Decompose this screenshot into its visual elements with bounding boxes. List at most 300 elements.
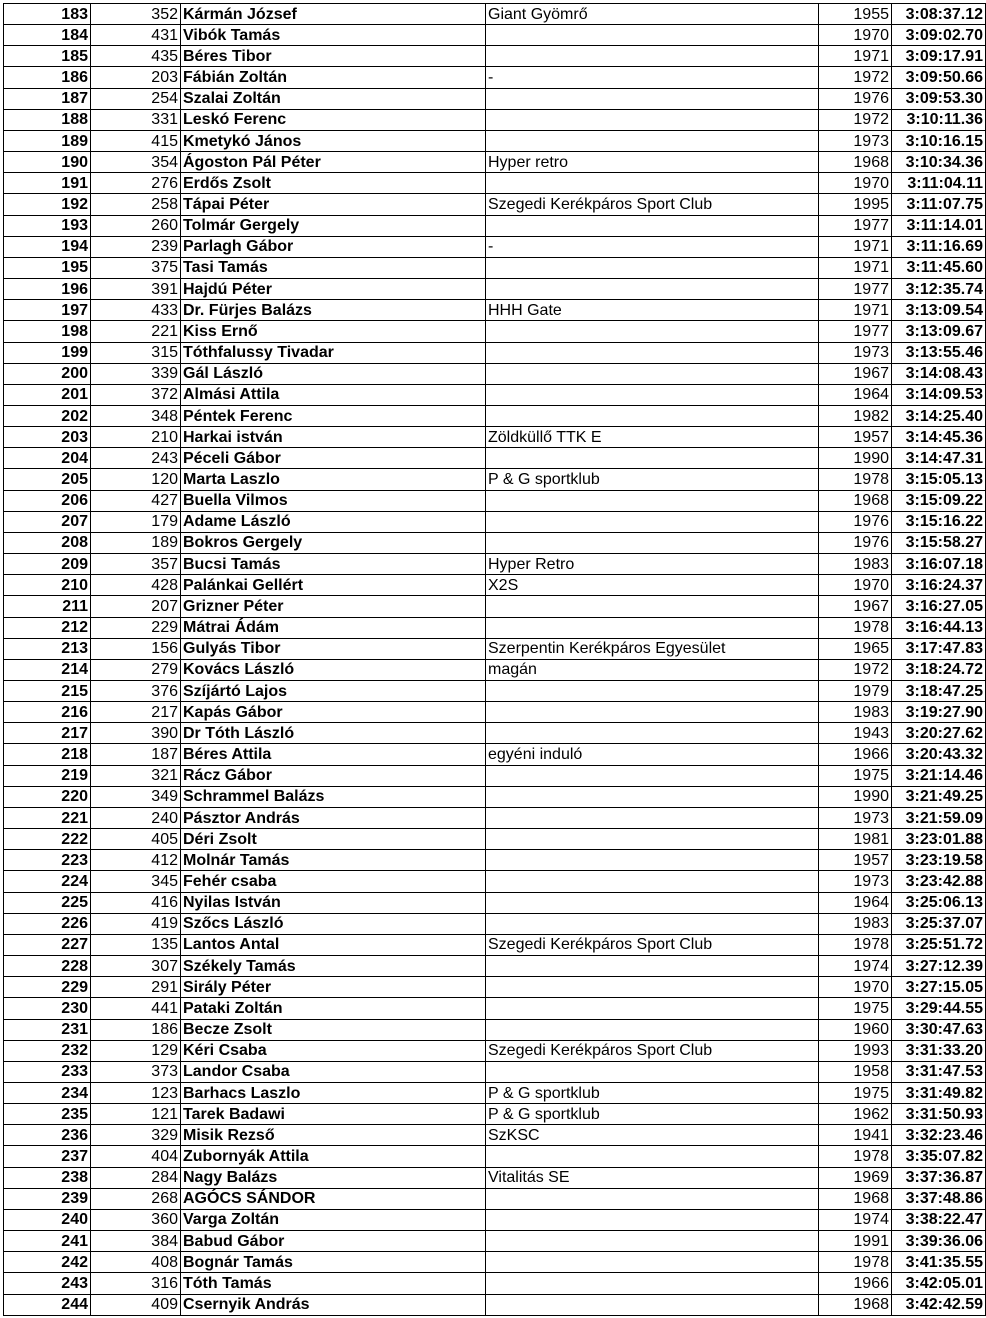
table-row (4, 427, 986, 448)
club-cell: Giant Gyömrő (486, 4, 819, 25)
club-cell: - (486, 67, 819, 88)
finish-time-cell: 3:27:12.39 (892, 956, 986, 977)
birth-year-cell: 1966 (819, 1273, 892, 1294)
club-cell: - (486, 236, 819, 257)
birth-year-cell: 1993 (819, 1040, 892, 1061)
finish-time-cell: 3:39:36.06 (892, 1231, 986, 1252)
table-row (4, 469, 986, 490)
rider-name-cell: Péntek Ferenc (181, 405, 486, 426)
club-cell: egyéni induló (486, 744, 819, 765)
rank-cell: 188 (4, 109, 91, 130)
finish-time-cell: 3:11:45.60 (892, 257, 986, 278)
finish-time-cell: 3:15:16.22 (892, 511, 986, 532)
rank-cell: 202 (4, 405, 91, 426)
birth-year-cell: 1970 (819, 25, 892, 46)
table-row (4, 384, 986, 405)
rider-name-cell: Gulyás Tibor (181, 638, 486, 659)
finish-time-cell: 3:11:07.75 (892, 194, 986, 215)
bib-number-cell: 329 (91, 1125, 181, 1146)
table-row (4, 1273, 986, 1294)
birth-year-cell: 1995 (819, 194, 892, 215)
birth-year-cell: 1968 (819, 1188, 892, 1209)
rank-cell: 207 (4, 511, 91, 532)
rider-name-cell: Tóth Tamás (181, 1273, 486, 1294)
finish-time-cell: 3:29:44.55 (892, 998, 986, 1019)
finish-time-cell: 3:09:53.30 (892, 88, 986, 109)
bib-number-cell: 129 (91, 1040, 181, 1061)
table-row (4, 1231, 986, 1252)
table-row (4, 786, 986, 807)
rider-name-cell: Kmetykó János (181, 130, 486, 151)
bib-number-cell: 179 (91, 511, 181, 532)
birth-year-cell: 1975 (819, 765, 892, 786)
club-cell (486, 321, 819, 342)
rank-cell: 204 (4, 448, 91, 469)
bib-number-cell: 357 (91, 554, 181, 575)
club-cell (486, 786, 819, 807)
rider-name-cell: Buella Vilmos (181, 490, 486, 511)
club-cell (486, 1209, 819, 1230)
rider-name-cell: Harkai istván (181, 427, 486, 448)
table-row (4, 871, 986, 892)
finish-time-cell: 3:10:11.36 (892, 109, 986, 130)
finish-time-cell: 3:31:50.93 (892, 1104, 986, 1125)
table-row (4, 67, 986, 88)
rider-name-cell: Varga Zoltán (181, 1209, 486, 1230)
bib-number-cell: 240 (91, 807, 181, 828)
rank-cell: 192 (4, 194, 91, 215)
finish-time-cell: 3:37:48.86 (892, 1188, 986, 1209)
bib-number-cell: 415 (91, 130, 181, 151)
rider-name-cell: Becze Zsolt (181, 1019, 486, 1040)
table-row (4, 215, 986, 236)
club-cell: Szegedi Kerékpáros Sport Club (486, 1040, 819, 1061)
rank-cell: 216 (4, 702, 91, 723)
bib-number-cell: 427 (91, 490, 181, 511)
rank-cell: 198 (4, 321, 91, 342)
club-cell (486, 490, 819, 511)
birth-year-cell: 1957 (819, 427, 892, 448)
rider-name-cell: Kéri Csaba (181, 1040, 486, 1061)
finish-time-cell: 3:14:47.31 (892, 448, 986, 469)
bib-number-cell: 331 (91, 109, 181, 130)
rank-cell: 200 (4, 363, 91, 384)
birth-year-cell: 1983 (819, 554, 892, 575)
rank-cell: 206 (4, 490, 91, 511)
bib-number-cell: 428 (91, 575, 181, 596)
table-row (4, 4, 986, 25)
finish-time-cell: 3:32:23.46 (892, 1125, 986, 1146)
finish-time-cell: 3:13:09.54 (892, 300, 986, 321)
rank-cell: 235 (4, 1104, 91, 1125)
birth-year-cell: 1990 (819, 786, 892, 807)
bib-number-cell: 121 (91, 1104, 181, 1125)
bib-number-cell: 229 (91, 617, 181, 638)
rider-name-cell: Landor Csaba (181, 1061, 486, 1082)
rider-name-cell: Lantos Antal (181, 934, 486, 955)
birth-year-cell: 1977 (819, 279, 892, 300)
birth-year-cell: 1981 (819, 829, 892, 850)
birth-year-cell: 1964 (819, 892, 892, 913)
table-row (4, 46, 986, 67)
club-cell (486, 511, 819, 532)
table-row (4, 236, 986, 257)
birth-year-cell: 1978 (819, 934, 892, 955)
club-cell (486, 130, 819, 151)
bib-number-cell: 258 (91, 194, 181, 215)
birth-year-cell: 1978 (819, 617, 892, 638)
finish-time-cell: 3:21:14.46 (892, 765, 986, 786)
table-row (4, 194, 986, 215)
table-row (4, 596, 986, 617)
rider-name-cell: Bucsi Tamás (181, 554, 486, 575)
rider-name-cell: Gál László (181, 363, 486, 384)
club-cell: Szegedi Kerékpáros Sport Club (486, 194, 819, 215)
table-row (4, 1167, 986, 1188)
rank-cell: 215 (4, 681, 91, 702)
finish-time-cell: 3:14:08.43 (892, 363, 986, 384)
finish-time-cell: 3:13:55.46 (892, 342, 986, 363)
finish-time-cell: 3:13:09.67 (892, 321, 986, 342)
club-cell (486, 1231, 819, 1252)
birth-year-cell: 1971 (819, 300, 892, 321)
table-row (4, 723, 986, 744)
rider-name-cell: Barhacs Laszlo (181, 1082, 486, 1103)
club-cell (486, 363, 819, 384)
rank-cell: 233 (4, 1061, 91, 1082)
finish-time-cell: 3:08:37.12 (892, 4, 986, 25)
table-row (4, 300, 986, 321)
rider-name-cell: Sirály Péter (181, 977, 486, 998)
finish-time-cell: 3:31:49.82 (892, 1082, 986, 1103)
finish-time-cell: 3:16:44.13 (892, 617, 986, 638)
club-cell (486, 596, 819, 617)
table-row (4, 554, 986, 575)
birth-year-cell: 1971 (819, 257, 892, 278)
table-row (4, 744, 986, 765)
rank-cell: 208 (4, 532, 91, 553)
bib-number-cell: 279 (91, 659, 181, 680)
rank-cell: 196 (4, 279, 91, 300)
birth-year-cell: 1974 (819, 1209, 892, 1230)
club-cell (486, 998, 819, 1019)
finish-time-cell: 3:18:47.25 (892, 681, 986, 702)
table-row (4, 807, 986, 828)
rider-name-cell: Babud Gábor (181, 1231, 486, 1252)
club-cell (486, 279, 819, 300)
finish-time-cell: 3:16:27.05 (892, 596, 986, 617)
finish-time-cell: 3:14:45.36 (892, 427, 986, 448)
finish-time-cell: 3:10:34.36 (892, 152, 986, 173)
rider-name-cell: Szőcs László (181, 913, 486, 934)
rank-cell: 234 (4, 1082, 91, 1103)
birth-year-cell: 1967 (819, 596, 892, 617)
rank-cell: 231 (4, 1019, 91, 1040)
rank-cell: 197 (4, 300, 91, 321)
finish-time-cell: 3:23:19.58 (892, 850, 986, 871)
table-row (4, 1061, 986, 1082)
club-cell: P & G sportklub (486, 1104, 819, 1125)
rider-name-cell: Tasi Tamás (181, 257, 486, 278)
rank-cell: 191 (4, 173, 91, 194)
finish-time-cell: 3:30:47.63 (892, 1019, 986, 1040)
bib-number-cell: 316 (91, 1273, 181, 1294)
rank-cell: 185 (4, 46, 91, 67)
club-cell: HHH Gate (486, 300, 819, 321)
bib-number-cell: 390 (91, 723, 181, 744)
rider-name-cell: Béres Tibor (181, 46, 486, 67)
bib-number-cell: 349 (91, 786, 181, 807)
rider-name-cell: Hajdú Péter (181, 279, 486, 300)
rank-cell: 184 (4, 25, 91, 46)
results-table (3, 3, 986, 1316)
birth-year-cell: 1972 (819, 659, 892, 680)
bib-number-cell: 373 (91, 1061, 181, 1082)
table-row (4, 279, 986, 300)
bib-number-cell: 345 (91, 871, 181, 892)
finish-time-cell: 3:15:05.13 (892, 469, 986, 490)
rider-name-cell: Kapás Gábor (181, 702, 486, 723)
club-cell: Vitalitás SE (486, 1167, 819, 1188)
club-cell (486, 1273, 819, 1294)
bib-number-cell: 284 (91, 1167, 181, 1188)
bib-number-cell: 260 (91, 215, 181, 236)
club-cell (486, 1294, 819, 1315)
birth-year-cell: 1978 (819, 469, 892, 490)
bib-number-cell: 441 (91, 998, 181, 1019)
rider-name-cell: Szíjártó Lajos (181, 681, 486, 702)
table-row (4, 1252, 986, 1273)
bib-number-cell: 408 (91, 1252, 181, 1273)
club-cell (486, 532, 819, 553)
club-cell (486, 829, 819, 850)
finish-time-cell: 3:25:06.13 (892, 892, 986, 913)
table-row (4, 1040, 986, 1061)
bib-number-cell: 315 (91, 342, 181, 363)
results-body (4, 4, 986, 1316)
table-row (4, 257, 986, 278)
rider-name-cell: Déri Zsolt (181, 829, 486, 850)
table-row (4, 363, 986, 384)
birth-year-cell: 1958 (819, 1061, 892, 1082)
birth-year-cell: 1976 (819, 511, 892, 532)
club-cell: Szerpentin Kerékpáros Egyesület (486, 638, 819, 659)
rank-cell: 203 (4, 427, 91, 448)
bib-number-cell: 276 (91, 173, 181, 194)
finish-time-cell: 3:27:15.05 (892, 977, 986, 998)
rank-cell: 187 (4, 88, 91, 109)
rank-cell: 214 (4, 659, 91, 680)
club-cell (486, 913, 819, 934)
table-row (4, 532, 986, 553)
club-cell (486, 977, 819, 998)
rider-name-cell: Adame László (181, 511, 486, 532)
rank-cell: 194 (4, 236, 91, 257)
rank-cell: 232 (4, 1040, 91, 1061)
rider-name-cell: Pataki Zoltán (181, 998, 486, 1019)
birth-year-cell: 1975 (819, 1082, 892, 1103)
club-cell (486, 681, 819, 702)
finish-time-cell: 3:16:07.18 (892, 554, 986, 575)
finish-time-cell: 3:18:24.72 (892, 659, 986, 680)
table-row (4, 405, 986, 426)
club-cell (486, 448, 819, 469)
rider-name-cell: Schrammel Balázs (181, 786, 486, 807)
finish-time-cell: 3:15:09.22 (892, 490, 986, 511)
table-row (4, 511, 986, 532)
finish-time-cell: 3:17:47.83 (892, 638, 986, 659)
bib-number-cell: 375 (91, 257, 181, 278)
rider-name-cell: Nyilas István (181, 892, 486, 913)
table-row (4, 1188, 986, 1209)
rider-name-cell: Péceli Gábor (181, 448, 486, 469)
club-cell (486, 765, 819, 786)
birth-year-cell: 1960 (819, 1019, 892, 1040)
table-row (4, 681, 986, 702)
birth-year-cell: 1964 (819, 384, 892, 405)
rank-cell: 195 (4, 257, 91, 278)
birth-year-cell: 1983 (819, 913, 892, 934)
birth-year-cell: 1968 (819, 490, 892, 511)
bib-number-cell: 239 (91, 236, 181, 257)
table-row (4, 1209, 986, 1230)
table-row (4, 1104, 986, 1125)
finish-time-cell: 3:11:14.01 (892, 215, 986, 236)
rider-name-cell: AGÓCS SÁNDOR (181, 1188, 486, 1209)
rank-cell: 220 (4, 786, 91, 807)
bib-number-cell: 291 (91, 977, 181, 998)
rank-cell: 223 (4, 850, 91, 871)
club-cell (486, 25, 819, 46)
birth-year-cell: 1970 (819, 977, 892, 998)
bib-number-cell: 221 (91, 321, 181, 342)
club-cell (486, 850, 819, 871)
club-cell (486, 342, 819, 363)
rider-name-cell: Marta Laszlo (181, 469, 486, 490)
birth-year-cell: 1955 (819, 4, 892, 25)
rider-name-cell: Molnár Tamás (181, 850, 486, 871)
club-cell (486, 173, 819, 194)
rank-cell: 226 (4, 913, 91, 934)
club-cell (486, 88, 819, 109)
rank-cell: 212 (4, 617, 91, 638)
bib-number-cell: 156 (91, 638, 181, 659)
rider-name-cell: Tarek Badawi (181, 1104, 486, 1125)
finish-time-cell: 3:31:47.53 (892, 1061, 986, 1082)
finish-time-cell: 3:10:16.15 (892, 130, 986, 151)
finish-time-cell: 3:11:16.69 (892, 236, 986, 257)
rank-cell: 189 (4, 130, 91, 151)
rank-cell: 241 (4, 1231, 91, 1252)
bib-number-cell: 419 (91, 913, 181, 934)
table-row (4, 1082, 986, 1103)
rider-name-cell: Fehér csaba (181, 871, 486, 892)
birth-year-cell: 1970 (819, 173, 892, 194)
table-row (4, 617, 986, 638)
rank-cell: 225 (4, 892, 91, 913)
table-row (4, 702, 986, 723)
finish-time-cell: 3:42:42.59 (892, 1294, 986, 1315)
rank-cell: 186 (4, 67, 91, 88)
table-row (4, 892, 986, 913)
rank-cell: 193 (4, 215, 91, 236)
rider-name-cell: Tóthfalussy Tivadar (181, 342, 486, 363)
bib-number-cell: 405 (91, 829, 181, 850)
bib-number-cell: 321 (91, 765, 181, 786)
bib-number-cell: 339 (91, 363, 181, 384)
birth-year-cell: 1973 (819, 807, 892, 828)
bib-number-cell: 120 (91, 469, 181, 490)
table-row (4, 1019, 986, 1040)
rider-name-cell: Bognár Tamás (181, 1252, 486, 1273)
table-row (4, 88, 986, 109)
club-cell: Hyper Retro (486, 554, 819, 575)
birth-year-cell: 1974 (819, 956, 892, 977)
bib-number-cell: 376 (91, 681, 181, 702)
rider-name-cell: Rácz Gábor (181, 765, 486, 786)
rank-cell: 240 (4, 1209, 91, 1230)
finish-time-cell: 3:35:07.82 (892, 1146, 986, 1167)
bib-number-cell: 372 (91, 384, 181, 405)
rank-cell: 224 (4, 871, 91, 892)
rider-name-cell: Almási Attila (181, 384, 486, 405)
rank-cell: 242 (4, 1252, 91, 1273)
rank-cell: 230 (4, 998, 91, 1019)
bib-number-cell: 409 (91, 1294, 181, 1315)
rider-name-cell: Pásztor András (181, 807, 486, 828)
club-cell (486, 46, 819, 67)
rank-cell: 219 (4, 765, 91, 786)
club-cell (486, 1019, 819, 1040)
rider-name-cell: Csernyik András (181, 1294, 486, 1315)
birth-year-cell: 1976 (819, 88, 892, 109)
club-cell (486, 1252, 819, 1273)
table-row (4, 956, 986, 977)
table-row (4, 1294, 986, 1315)
finish-time-cell: 3:19:27.90 (892, 702, 986, 723)
rider-name-cell: Tápai Péter (181, 194, 486, 215)
club-cell: Zöldküllő TTK E (486, 427, 819, 448)
bib-number-cell: 210 (91, 427, 181, 448)
rider-name-cell: Fábián Zoltán (181, 67, 486, 88)
birth-year-cell: 1969 (819, 1167, 892, 1188)
rank-cell: 229 (4, 977, 91, 998)
bib-number-cell: 243 (91, 448, 181, 469)
table-row (4, 25, 986, 46)
finish-time-cell: 3:09:50.66 (892, 67, 986, 88)
table-row (4, 913, 986, 934)
birth-year-cell: 1983 (819, 702, 892, 723)
bib-number-cell: 254 (91, 88, 181, 109)
birth-year-cell: 1971 (819, 236, 892, 257)
birth-year-cell: 1971 (819, 46, 892, 67)
rider-name-cell: Dr. Fürjes Balázs (181, 300, 486, 321)
rider-name-cell: Kármán József (181, 4, 486, 25)
finish-time-cell: 3:25:51.72 (892, 934, 986, 955)
birth-year-cell: 1978 (819, 1146, 892, 1167)
bib-number-cell: 348 (91, 405, 181, 426)
club-cell (486, 892, 819, 913)
table-row (4, 448, 986, 469)
table-row (4, 321, 986, 342)
table-row (4, 130, 986, 151)
bib-number-cell: 416 (91, 892, 181, 913)
rank-cell: 201 (4, 384, 91, 405)
bib-number-cell: 354 (91, 152, 181, 173)
bib-number-cell: 412 (91, 850, 181, 871)
bib-number-cell: 187 (91, 744, 181, 765)
rank-cell: 199 (4, 342, 91, 363)
